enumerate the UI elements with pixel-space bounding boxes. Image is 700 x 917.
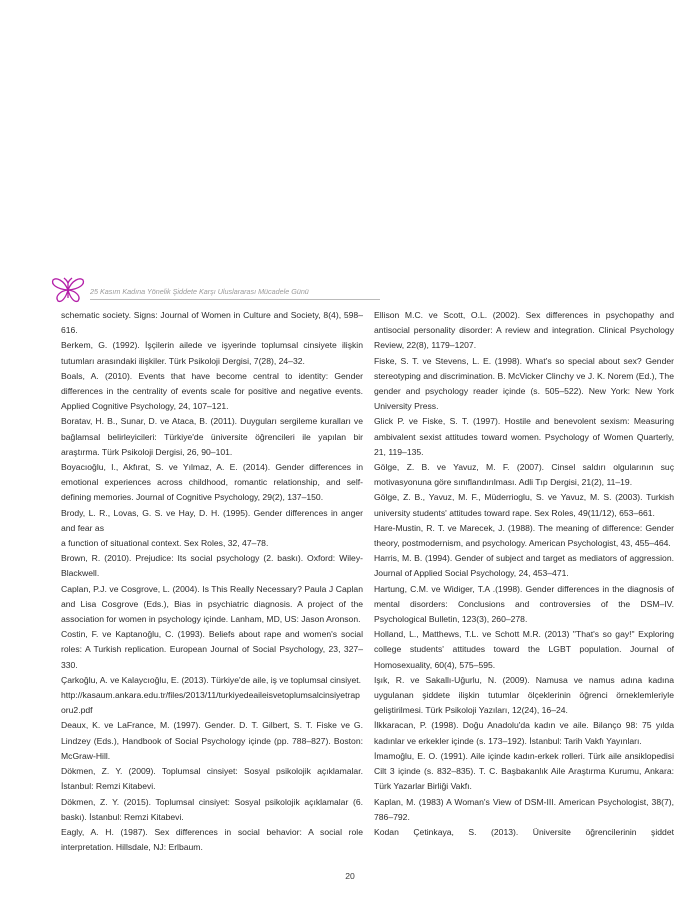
reference-entry: Boals, A. (2010). Events that have become central to identity: Gender differences in the centrality of events scale for positive and negative events. Applied Cognitive Psychology, 24, 107–121. (61, 370, 363, 412)
reference-entry: Glick P. ve Fiske, S. T. (1997). Hostile and benevolent sexism: Measuring ambivalent sexist attitudes toward women. Psychology of Women Quarterly, 21, 119–135. (374, 416, 674, 457)
reference-entry: Hare-Mustin, R. T. ve Marecek, J. (1988). The meaning of difference: Gender theory, postmodernism, and psychology. American Psychologist, 43, 455–464. (374, 522, 674, 549)
reference-entry: Gölge, Z. B., Yavuz, M. F., Müderrioglu, S. ve Yavuz, M. S. (2003). Turkish university students' attitudes toward rape. Sex Roles, 49(11/12), 653–661. (374, 492, 674, 518)
reference-entry: Deaux, K. ve LaFrance, M. (1997). Gender. D. T. Gilbert, S. T. Fiske ve G. Lindzey (Eds.), Handbook of Social Psychology içinde (pp. 788–827). Boston: McGraw-Hill. (61, 720, 363, 761)
reference-entry: Işık, R. ve Sakallı-Uğurlu, N. (2009). Namusa ve namus adına kadına uygulanan şiddete ilişkin tutumlar ölçeklerinin öğrenci örneklemleriyle geliştirilmesi. Türk Psikoloji Yazıları, 12(24), 16–24. (374, 674, 674, 716)
reference-entry: Harris, M. B. (1994). Gender of subject and target as mediators of aggression. Journal of Applied Social Psychology, 24, 453–471. (374, 553, 674, 579)
reference-entry: İmamoğlu, E. O. (1991). Aile içinde kadın-erkek rolleri. Türk aile ansiklopedisi Cilt 3 içinde (s. 832–835). T. C. Başbakanlık Aile Araştırma Kurumu, Ankara: Türk Yazarlar Birliği Vakfı. (374, 750, 674, 792)
header-divider (90, 299, 380, 300)
reference-entry: Boratav, H. B., Sunar, D. ve Ataca, B. (2011). Duyguları sergileme kuralları ve bağlamsal belirleyicileri: Türkiye'de üniversite öğrencileri ile yapılan bir araştırma. Türk Psikoloji Dergisi, 26, 90–101. (61, 416, 363, 457)
reference-entry: Brown, R. (2010). Prejudice: Its social psychology (2. baskı). Oxford: Wiley-Blackwell. (61, 553, 363, 579)
reference-entry: Boyacıoğlu, I., Akfırat, S. ve Yılmaz, A. E. (2014). Gender differences in emotional experiences across childhood, romantic relationship, and self-defining memories. Journal of Cognitive Psychology, 29(2), 137–150. (61, 462, 363, 503)
reference-entry: Gölge, Z. B. ve Yavuz, M. F. (2007). Cinsel saldırı olgularının suç motivasyonuna göre sınıflandırılması. Adli Tıp Dergisi, 21(2), 11–19. (374, 462, 674, 488)
reference-entry: Çarkoğlu, A. ve Kalaycıoğlu, E. (2013). Türkiye'de aile, iş ve toplumsal cinsiyet. http://kasaum.ankara.edu.tr/files/2013/11/turkiyedeaileisvetoplumsalcinsiyetraporu2.pdf (61, 674, 362, 716)
running-header-title: 25 Kasım Kadına Yönelik Şiddete Karşı Uluslararası Mücadele Günü (90, 287, 309, 296)
reference-entry: Kodan Çetinkaya, S. (2013). Üniversite öğrencilerinin şiddet (374, 826, 674, 837)
reference-entry: schematic society. Signs: Journal of Women in Culture and Society, 8(4), 598–616. (61, 310, 363, 336)
reference-entry: Hartung, C.M. ve Widiger, T.A .(1998). Gender differences in the diagnosis of mental disorders: Conclusions and controversies of the DSM–IV. Psychological Bulletin, 123(3), 260–278. (374, 583, 674, 625)
reference-entry: Costin, F. ve Kaptanoğlu, C. (1993). Beliefs about rape and women's social roles: A Turkish replication. European Journal of Social Psychology, 23, 327–330. (61, 629, 363, 670)
reference-entry: Caplan, P.J. ve Cosgrove, L. (2004). Is This Really Necessary? Paula J Caplan and Lisa Cosgrove (Eds.), Bias in psychiatric diagnosis. A project of the association for women in psychology içinde. Lanham, MD, US: Jason Aronson. (61, 583, 363, 625)
reference-entry: Kaplan, M. (1983) A Woman's View of DSM-III. American Psychologist, 38(7), 786–792. (374, 796, 674, 822)
page-number: 20 (345, 871, 355, 881)
reference-entry: a function of situational context. Sex Roles, 32, 47–78. (61, 538, 269, 549)
reference-entry: Brody, L. R., Lovas, G. S. ve Hay, D. H. (1995). Gender differences in anger and fear as (61, 507, 363, 533)
references-left-column (61, 308, 363, 855)
butterfly-logo-icon (50, 276, 86, 304)
reference-entry: Holland, L., Matthews, T.L. ve Schott M.R. (2013) "That's so gay!" Exploring college students' attitudes toward the LGBT population. Journal of Homosexuality, 60(4), 575–595. (374, 629, 674, 670)
reference-entry: Fiske, S. T. ve Stevens, L. E. (1998). What's so special about sex? Gender stereotyping and discrimination. B. McVicker Clinchy ve J. K. Norem (Ed.), The gender and psychology reader içinde (s. 505–522). New York: New York University Press. (374, 355, 674, 412)
reference-entry: Berkem, G. (1992). İşçilerin ailede ve işyerinde toplumsal cinsiyete ilişkin tutumları arasındaki ilişkiler. Türk Psikoloji Dergisi, 7(28), 24–32. (61, 340, 363, 366)
reference-entry: Dökmen, Z. Y. (2009). Toplumsal cinsiyet: Sosyal psikolojik açıklamalar. İstanbul: Remzi Kitabevi. (61, 766, 363, 792)
references-right-column (374, 308, 674, 840)
reference-entry: Ellison M.C. ve Scott, O.L. (2002). Sex differences in psychopathy and antisocial personality disorder: A review and integration. Clinical Psychology Review, 22(8), 1179–1207. (374, 310, 674, 351)
running-header (50, 276, 380, 304)
reference-entry: Eagly, A. H. (1987). Sex differences in social behavior: A social role interpretation. Hillsdale, NJ: Erlbaum. (61, 826, 363, 853)
reference-entry: İlkkaracan, P. (1998). Doğu Anadolu'da kadın ve aile. Bilanço 98: 75 yılda kadınlar ve erkekler içinde (s. 173–192). İstanbul: Tarih Vakfı Yayınları. (374, 720, 674, 746)
reference-entry: Dökmen, Z. Y. (2015). Toplumsal cinsiyet: Sosyal psikolojik açıklamalar (6. baskı). İstanbul: Remzi Kitabevi. (61, 796, 363, 822)
